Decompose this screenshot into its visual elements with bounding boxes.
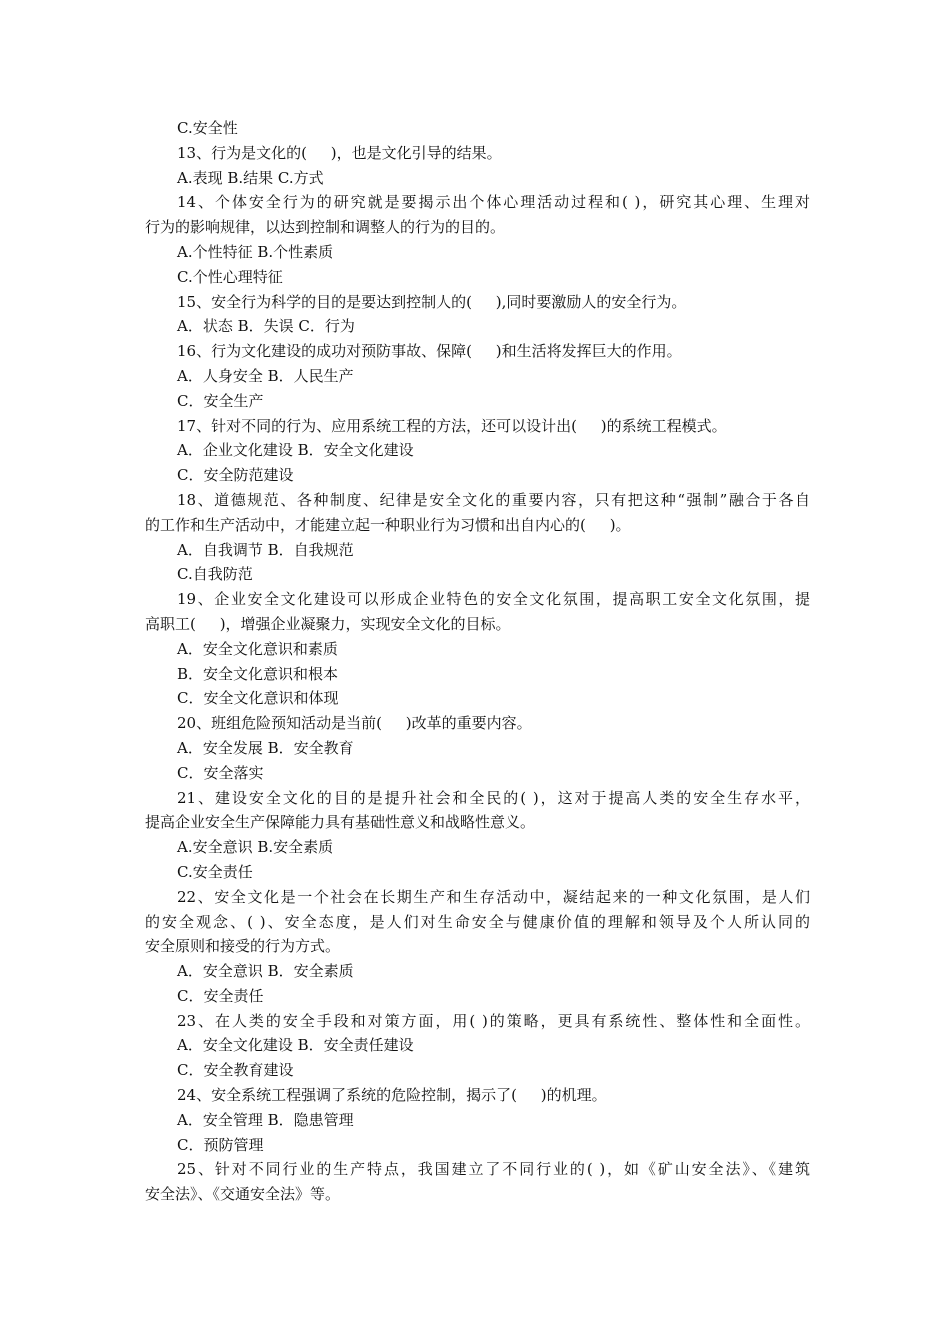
text-line: 14、个体安全行为的研究就是要揭示出个体心理活动过程和( )，研究其心理、生理对	[177, 193, 810, 212]
text-line: 25、针对不同行业的生产特点，我国建立了不同行业的( )，如《矿山安全法》、《建筑	[177, 1160, 810, 1179]
text-line: 安全原则和接受的行为方式。	[145, 937, 341, 956]
text-line: C．安全防范建设	[177, 466, 294, 485]
text-line: C．安全责任	[177, 986, 264, 1005]
text-line: 的安全观念、( )、安全态度，是人们对生命安全与健康价值的理解和领导及个人所认同的	[145, 912, 810, 931]
text-line: A.表现 B.结果 C.方式	[177, 168, 324, 187]
text-line: C.安全性	[177, 119, 238, 137]
text-line: 的工作和生产活动中，才能建立起一种职业行为习惯和出自内心的( )。	[145, 515, 631, 534]
text-line: A．人身安全 B．人民生产	[177, 366, 354, 385]
text-line: 高职工( )，增强企业凝聚力，实现安全文化的目标。	[145, 614, 511, 633]
text-line: A．安全管理 B．隐患管理	[177, 1110, 354, 1129]
text-line: A.安全意识 B.安全素质	[177, 838, 334, 857]
text-line: 19、企业安全文化建设可以形成企业特色的安全文化氛围，提高职工安全文化氛围，提	[177, 590, 810, 609]
text-line: 15、安全行为科学的目的是要达到控制人的( ),同时要激励人的安全行为。	[177, 292, 687, 311]
text-line: C．安全落实	[177, 763, 264, 782]
text-line: C．安全文化意识和体现	[177, 689, 339, 708]
text-line: C.安全责任	[177, 862, 253, 881]
text-line: 安全法》、《交通安全法》等。	[145, 1185, 341, 1204]
text-line: 提高企业安全生产保障能力具有基础性意义和战略性意义。	[145, 813, 536, 832]
text-line: 行为的影响规律，以达到控制和调整人的行为的目的。	[145, 218, 506, 237]
text-line: 24、安全系统工程强调了系统的危险控制，揭示了( )的机理。	[177, 1086, 607, 1105]
text-line: C．预防管理	[177, 1135, 264, 1154]
text-line: A．安全文化意识和素质	[177, 639, 338, 658]
text-line: 20、班组危险预知活动是当前( )改革的重要内容。	[177, 714, 532, 733]
text-line: A．自我调节 B．自我规范	[177, 540, 354, 559]
text-line: A．安全文化建设 B．安全责任建设	[177, 1036, 414, 1055]
document-body	[145, 116, 810, 1207]
text-line: B．安全文化意识和根本	[177, 664, 339, 683]
text-line: 18、道德规范、各种制度、纪律是安全文化的重要内容，只有把这种“强制”融合于各自	[177, 490, 810, 509]
text-line: 13、行为是文化的( )，也是文化引导的结果。	[177, 143, 502, 162]
text-line: 17、针对不同的行为、应用系统工程的方法，还可以设计出( )的系统工程模式。	[177, 416, 727, 435]
text-line: 21、建设安全文化的目的是提升社会和全民的( )，这对于提高人类的安全生存水平，	[177, 788, 810, 807]
text-line: C.个性心理特征	[177, 267, 283, 286]
text-line: A．安全发展 B．安全教育	[177, 738, 354, 757]
text-line: A.个性特征 B.个性素质	[177, 242, 334, 261]
text-line: A．企业文化建设 B．安全文化建设	[177, 441, 414, 460]
text-line: C.自我防范	[177, 565, 253, 584]
text-line: C．安全教育建设	[177, 1061, 294, 1080]
text-line: A．安全意识 B．安全素质	[177, 962, 354, 981]
text-line: C．安全生产	[177, 391, 264, 410]
text-line: 16、行为文化建设的成功对预防事故、保障( )和生活将发挥巨大的作用。	[177, 342, 682, 361]
text-line: 22、安全文化是一个社会在长期生产和生存活动中，凝结起来的一种文化氛围，是人们	[177, 887, 810, 906]
text-line: 23、在人类的安全手段和对策方面，用( )的策略，更具有系统性、整体性和全面性。	[177, 1011, 810, 1030]
text-line: A．状态 B．失误 C．行为	[177, 317, 355, 336]
